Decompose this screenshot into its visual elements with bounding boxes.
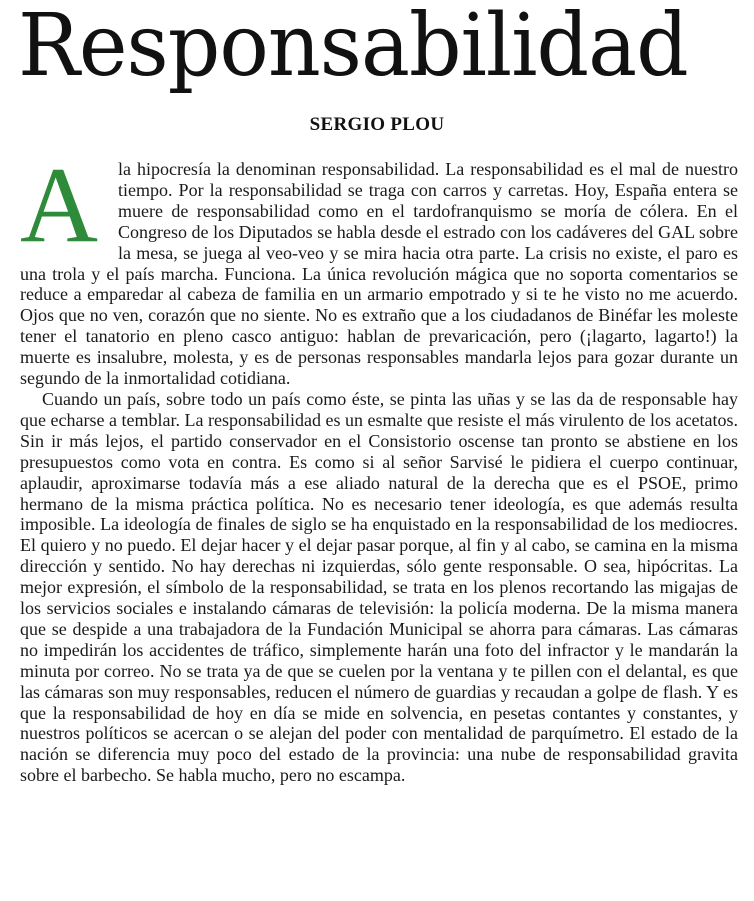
paragraph-2: Cuando un país, sobre todo un país como éste, se pinta las uñas y se las da de responsable hay que echarse a temblar. La responsabilidad es un esmalte que resiste el más virulento de los acetatos. Sin ir más lejos, el partido conservador en el Consistorio oscense tan pronto se abstiene en los presupuestos como vota en contra. Es como si al señor Sarvisé le pidiera el cuerpo continuar, aplaudir, aproximarse todavía más a ese aliado natural de la derecha que es el PSOE, primo hermano de la misma práctica política. No es necesario tener ideología, es que además resulta imposible. La ideología de finales de siglo se ha enquistado en la responsabilidad de los mediocres. El quiero y no puedo. El dejar hacer y el dejar pasar porque, al fin y al cabo, se camina en la misma dirección y sentido. No hay derechas ni izquierdas, sólo gente responsable. O sea, hipócritas. La mejor expresión, el símbolo de la responsabilidad, se trata en los plenos recortando las migajas de los servicios sociales e instalando cámaras de televisión: la policía moderna. De la misma manera que se despide a una trabajadora de la Fundación Municipal se ahorra para cámaras. Las cámaras no impedirán los accidentes de tráfico, simplemente harán una foto del infractor y le mandarán la minuta por correo. No se trata ya de que se cuelen por la ventana y te pillen con el delantal, es que las cámaras son muy responsables, reducen el número de guardias y recaudan a golpe de flash. Y es que la responsabilidad de hoy en día se mide en solvencia, en pesetas contantes y constantes, y nuestros políticos se acercan o se alejan del poder con mentalidad de parquímetro. El estado de la nación se diferencia muy poco del estado de la provincia: una nube de responsabilidad gravita sobre el barbecho. Se habla mucho, pero no escampa. <box>20 388 738 786</box>
drop-cap: A <box>20 146 98 265</box>
author-byline: SERGIO PLOU <box>309 114 445 135</box>
article-body <box>20 146 738 786</box>
article-title: Responsabilidad <box>18 0 688 96</box>
paragraph-1 <box>20 146 738 389</box>
paragraph-1-text: la hipocresía la denominan responsabilidad. La responsabilidad es el mal de nuestro tiempo. Por la responsabilidad se traga con carros y carretas. Hoy, España entera se muere de responsabilidad como en el tardofranquismo se moría de cólera. En el Congreso de los Diputados se habla desde el estrado con los cadáveres del GAL sobre la mesa, se juega al veo-veo y se mira hacia otra parte. La crisis no existe, el paro es una trola y el país marcha. Funciona. La única revolución mágica que no soporta comentarios se reduce a emparedar al cabeza de familia en un armario empotrado y si te he visto no me acuerdo. Ojos que no ven, corazón que no siente. No es extraño que a los ciudadanos de Binéfar les moleste tener el tanatorio en pleno casco antiguo: hablan de prevaricación, pero (¡lagarto, lagarto!) la muerte es insalubre, molesta, y es de personas responsables mandarla lejos para gozar durante un segundo de la inmortalidad cotidiana. <box>20 159 738 389</box>
